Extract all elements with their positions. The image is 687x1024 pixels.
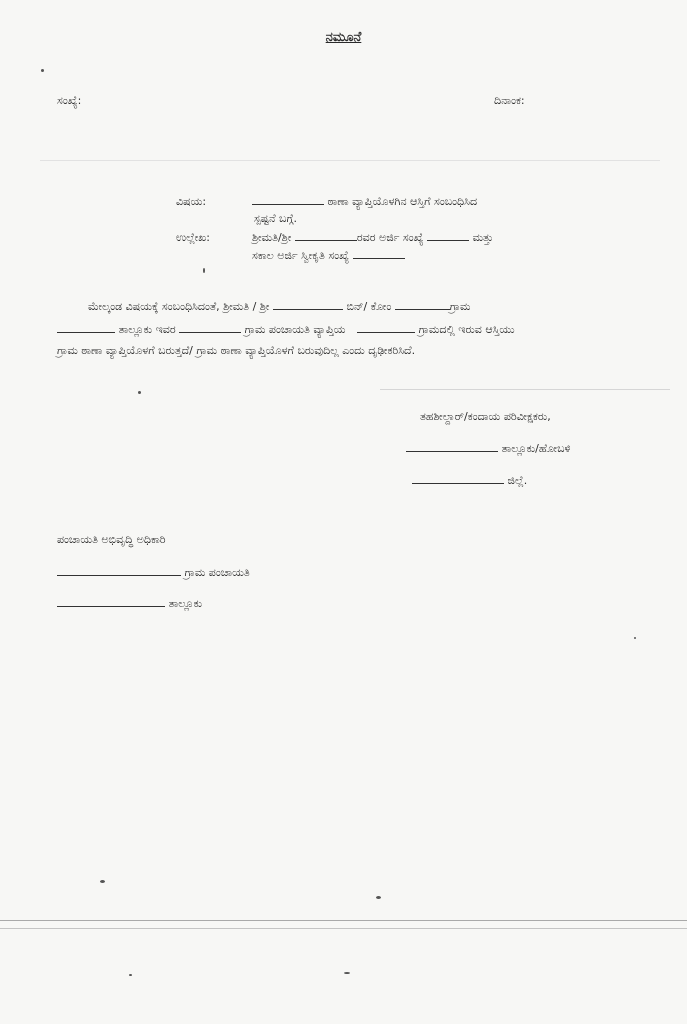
body-text-1a: ಮೇಲ್ಕಂಡ ವಿಷಯಕ್ಕೆ ಸಂಬಂಧಿಸಿದಂತೆ, ಶ್ರೀಮತಿ / ಶ್ರೀ [88,300,270,313]
gram-panchayat-text: ಗ್ರಾಮ ಪಂಚಾಯತಿ [184,566,250,579]
date-label: ದಿನಾಂಕ: [494,94,525,107]
taluk-text: ತಾಲ್ಲೂಕು [168,597,203,610]
scan-speck [344,972,350,974]
tahsildar-designation: ತಹಶೀಲ್ದಾರ್/ಕಂದಾಯ ಪರಿವೀಕ್ಷಕರು, [420,410,551,423]
scan-speck [376,896,381,899]
gram-panchayat-line [57,566,250,580]
body-text-1b: ಬಿನ್/ ಕೋಂ [346,300,392,313]
blank-field [395,300,450,310]
scan-edge-line [0,920,687,921]
scan-speck [129,974,132,976]
body-line-1 [88,300,471,314]
blank-field [427,231,469,241]
district-line [412,474,527,488]
number-label: ಸಂಖ್ಯೆ: [57,94,82,107]
reference-line-1 [252,231,493,245]
taluk-hobli-line [406,442,571,456]
reference-label: ಉಲ್ಲೇಖ: [176,231,210,244]
pdo-designation: ಪಂಚಾಯತಿ ಅಭಿವೃದ್ಧಿ ಅಧಿಕಾರಿ [57,533,166,546]
subject-line-2: ಸ್ಪಷ್ಟನೆ ಬಗ್ಗೆ. [254,212,297,225]
reference-line-2 [252,249,405,263]
district-text: ಜಿಲ್ಲೆ. [507,474,528,487]
blank-field [57,597,165,607]
body-text-2c: ಗ್ರಾಮದಲ್ಲಿ ಇರುವ ಆಸ್ತಿಯು [418,323,515,336]
body-text-2b: ಗ್ರಾಮ ಪಂಚಾಯತಿ ವ್ಯಾಪ್ತಿಯ [244,323,346,336]
blank-field [412,474,504,484]
blank-field [295,231,357,241]
blank-field [179,323,241,333]
blank-field [57,323,115,333]
blank-field [273,300,343,310]
body-text-1c: ಗ್ರಾಮ [449,300,471,313]
scan-speck [634,637,636,639]
taluk-hobli-text: ತಾಲ್ಲೂಕು/ಹೋಬಳಿ [501,442,571,455]
subject-label: ವಿಷಯ: [176,195,207,208]
scan-speck [138,391,141,394]
form-title: ನಮೂನೆ [325,30,362,45]
faint-divider [380,389,670,390]
reference-text-c: ಮತ್ತು [472,231,494,244]
reference-text-b: ರವರ ಅರ್ಜಿ ಸಂಖ್ಯೆ [356,231,424,244]
faint-divider [40,160,660,161]
body-line-2 [57,323,515,337]
body-text-2a: ತಾಲ್ಲೂಕು ಇವರ [118,323,176,336]
body-line-3: ಗ್ರಾಮ ಠಾಣಾ ವ್ಯಾಪ್ತಿಯೊಳಗೆ ಬರುತ್ತದೆ/ ಗ್ರಾಮ ಠಾಣಾ ವ್ಯಾಪ್ತಿಯೊಳಗೆ ಬರುವುದಿಲ್ಲ ಎಂದು ದೃಢೀಕರಿಸಿದೆ. [57,344,416,357]
blank-field [406,442,498,452]
blank-field [353,249,405,259]
blank-field [357,323,415,333]
scan-speck [100,880,105,883]
taluk-line [57,597,202,611]
reference-text-2: ಸಕಾಲ ಅರ್ಜಿ ಸ್ವೀಕೃತಿ ಸಂಖ್ಯೆ [252,249,350,262]
subject-line-1 [252,195,477,209]
scan-edge-line [0,928,687,929]
reference-text-a: ಶ್ರೀಮತಿ/ಶ್ರೀ [252,231,292,244]
scan-speck [41,69,44,72]
scan-speck [203,268,205,273]
subject-text-1: ಠಾಣಾ ವ್ಯಾಪ್ತಿಯೊಳಗಿನ ಆಸ್ತಿಗೆ ಸಂಬಂಧಿಸಿದ [327,195,478,208]
blank-field [57,566,181,576]
blank-field [252,195,324,205]
